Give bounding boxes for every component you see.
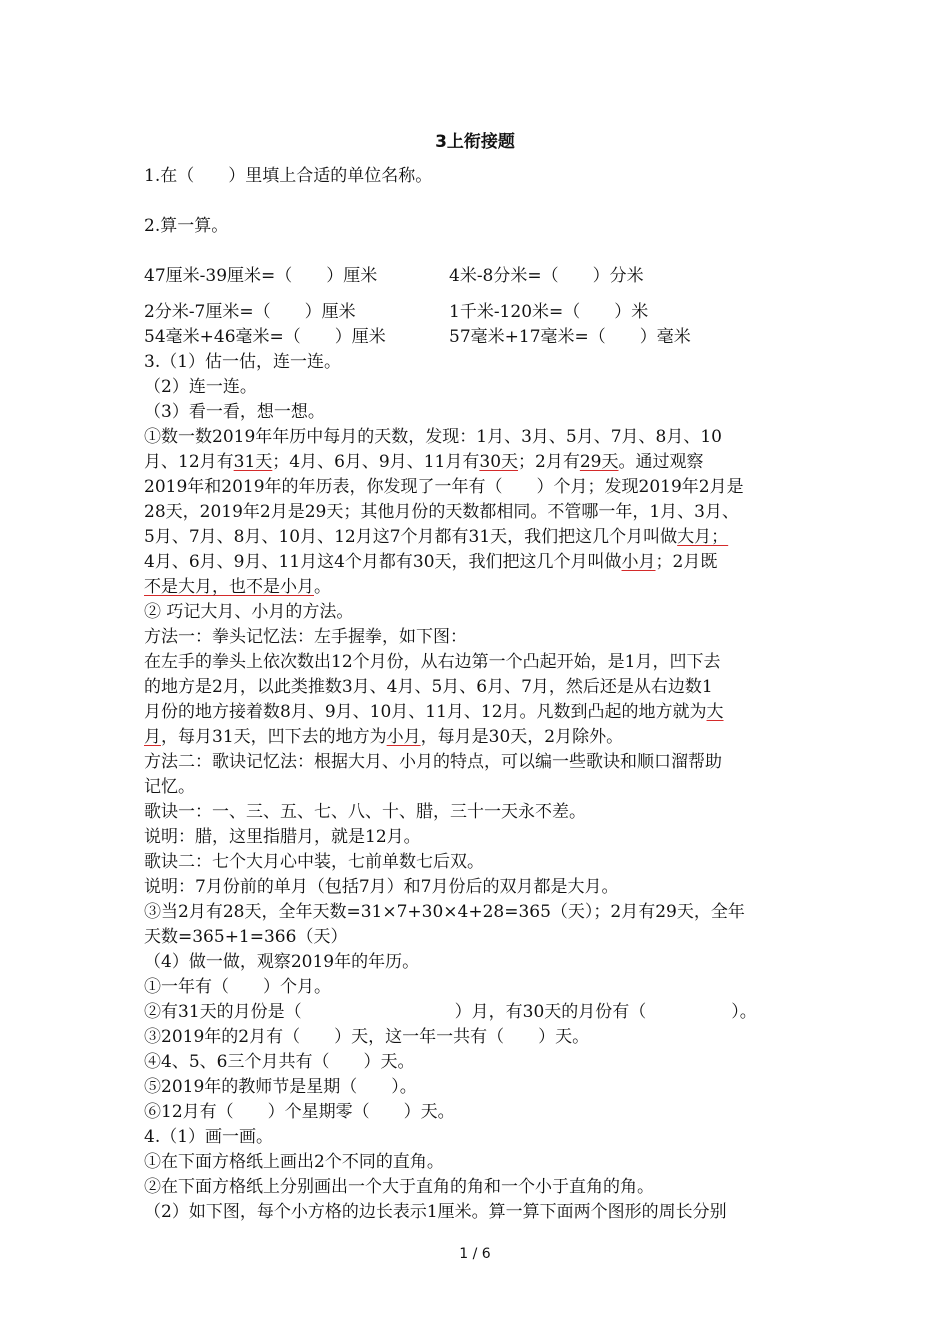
question-3-1: 3.（1）估一估，连一连。 — [144, 352, 342, 372]
text: 月份的地方接着数8月、9月、10月、11月、12月。凡数到凸起的地方就为 — [144, 702, 707, 722]
method-1-title: 方法一：拳头记忆法：左手握拳，如下图： — [144, 627, 467, 647]
text: 5月、7月、8月、10月、12月这7个月都有31天，我们把这几个月叫做 — [144, 527, 678, 547]
text: ；2月既 — [655, 552, 718, 572]
underlined-answer: 小月 — [386, 727, 421, 747]
method-2-line-1: 方法二：歌诀记忆法：根据大月、小月的特点，可以编一些歌诀和顺口溜帮助 — [144, 752, 722, 772]
text: 4月、6月、9月、11月这4个月都有30天，我们把这几个月叫做 — [144, 552, 622, 572]
calc-row-3 — [144, 325, 814, 349]
text: 。通过观察 — [618, 452, 704, 472]
underlined-answer: 小月 — [621, 552, 656, 572]
underlined-answer: 30天 — [479, 452, 519, 472]
question-3-4-item-3: ③2019年的2月有（ ）天，这一年一共有（ ）天。 — [144, 1027, 590, 1047]
question-1: 1.在（ ）里填上合适的单位名称。 — [144, 166, 433, 186]
question-3-4: （4）做一做，观察2019年的年历。 — [144, 952, 420, 972]
method-1-line-2: 的地方是2月，以此类推数3月、4月、5月、6月、7月，然后还是从右边数1 — [144, 677, 713, 697]
calc-row-2 — [144, 300, 814, 324]
text: ，每月是30天，2月除外。 — [420, 727, 624, 747]
question-3-2: （2）连一连。 — [144, 377, 257, 397]
underlined-answer: 29天 — [579, 452, 619, 472]
calc-item: 1千米-120米=（ ）米 — [449, 302, 649, 322]
text: ；4月、6月、9月、11月有 — [272, 452, 480, 472]
question-3-4-item-5: ⑤2019年的教师节是星期（ ）。 — [144, 1077, 417, 1097]
text: ；2月有 — [518, 452, 580, 472]
calc-item: 4米-8分米=（ ）分米 — [449, 266, 644, 286]
method-2-line-2: 记忆。 — [144, 777, 195, 797]
calc-item: 57毫米+17毫米=（ ）毫米 — [449, 327, 691, 347]
text: 月、12月有 — [144, 452, 234, 472]
question-4-1: 4.（1）画一画。 — [144, 1127, 274, 1147]
method-1-line-4 — [144, 725, 814, 749]
para-3-line-1: ③当2月有28天，全年天数=31×7+30×4+28=365（天）；2月有29天，全年 — [144, 902, 745, 922]
page-title: 3上衔接题 — [435, 132, 515, 152]
underlined-answer: 月 — [144, 727, 161, 747]
method-1-line-3 — [144, 700, 814, 724]
underlined-answer: 大 — [706, 702, 724, 722]
para-1-line-7 — [144, 575, 814, 599]
question-4-1-a: ①在下面方格纸上画出2个不同的直角。 — [144, 1152, 444, 1172]
question-3-3: （3）看一看，想一想。 — [144, 402, 325, 422]
note-2: 说明：7月份前的单月（包括7月）和7月份后的双月都是大月。 — [144, 877, 619, 897]
song-2: 歌诀二：七个大月心中装，七前单数七后双。 — [144, 852, 484, 872]
question-3-4-item-4: ④4、5、6三个月共有（ ）天。 — [144, 1052, 415, 1072]
text: 。 — [314, 577, 331, 597]
calc-item: 47厘米-39厘米=（ ）厘米 — [144, 266, 378, 286]
method-1-line-1: 在左手的拳头上依次数出12个月份，从右边第一个凸起开始，是1月，凹下去 — [144, 652, 721, 672]
question-3-4-item-6: ⑥12月有（ ）个星期零（ ）天。 — [144, 1102, 455, 1122]
song-1: 歌诀一：一、三、五、七、八、十、腊，三十一天永不差。 — [144, 802, 586, 822]
para-1-line-2 — [144, 450, 814, 474]
page-number: 1 / 6 — [459, 1246, 491, 1262]
para-1-line-5 — [144, 525, 814, 549]
question-4-2: （2）如下图，每个小方格的边长表示1厘米。算一算下面两个图形的周长分别 — [144, 1202, 727, 1222]
underlined-answer: 大月； — [677, 527, 729, 547]
underlined-answer: 不是大月，也不是小月 — [144, 577, 314, 597]
para-3-line-2: 天数=365+1=366（天） — [144, 927, 348, 947]
para-1-line-3: 2019年和2019年的年历表，你发现了一年有（ ）个月；发现2019年2月是 — [144, 477, 744, 497]
calc-item: 54毫米+46毫米=（ ）厘米 — [144, 327, 386, 347]
question-2: 2.算一算。 — [144, 216, 229, 236]
text: ，每月31天，凹下去的地方为 — [161, 727, 387, 747]
question-3-4-item-2: ②有31天的月份是（ ）月，有30天的月份有（ ）。 — [144, 1002, 757, 1022]
question-4-1-b: ②在下面方格纸上分别画出一个大于直角的角和一个小于直角的角。 — [144, 1177, 654, 1197]
calc-item: 2分米-7厘米=（ ）厘米 — [144, 302, 356, 322]
para-1-line-6 — [144, 550, 814, 574]
underlined-answer: 31天 — [233, 452, 273, 472]
para-2: ② 巧记大月、小月的方法。 — [144, 602, 354, 622]
para-1-line-1: ①数一数2019年年历中每月的天数，发现：1月、3月、5月、7月、8月、10 — [144, 427, 722, 447]
question-3-4-item-1: ①一年有（ ）个月。 — [144, 977, 331, 997]
calc-row-1 — [144, 264, 814, 288]
note-1: 说明：腊，这里指腊月，就是12月。 — [144, 827, 421, 847]
para-1-line-4: 28天，2019年2月是29天；其他月份的天数都相同。不管哪一年，1月、3月、 — [144, 502, 739, 522]
